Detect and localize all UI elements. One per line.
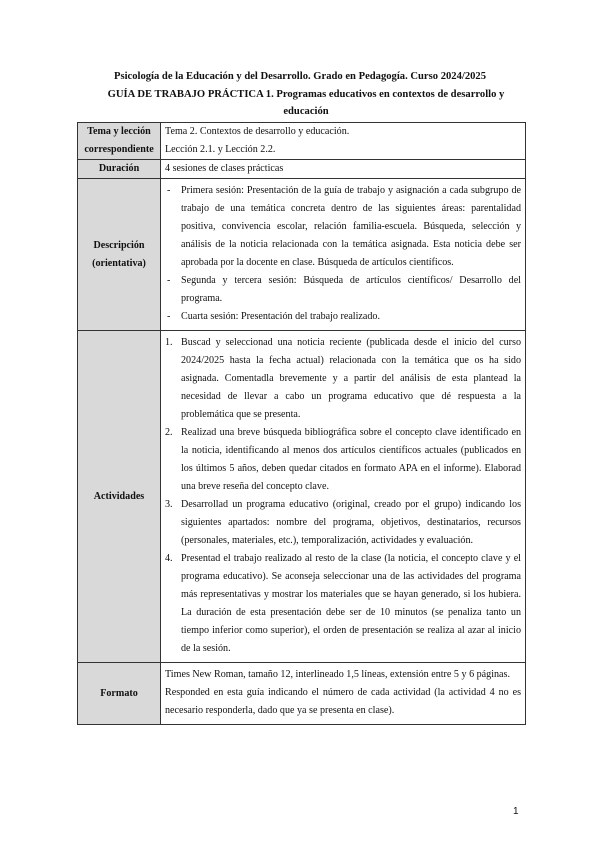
actividad-text: Desarrollad un programa educativo (original, creado por el grupo) indicando los siguientes apartados: nombre del programa, objetivos, destinatarios, recursos (personales, materiales, etc.), temporalización, actividades y evaluación. bbox=[181, 499, 521, 546]
label-tema: Tema y lección correspondiente bbox=[78, 123, 161, 160]
descripcion-item: - Segunda y tercera sesión: Búsqueda de artículos científicos/ Desarrollo del programa. bbox=[165, 272, 521, 308]
label-formato: Formato bbox=[78, 663, 161, 725]
row-actividades bbox=[78, 331, 526, 663]
row-formato bbox=[78, 663, 526, 725]
actividad-number: 2. bbox=[165, 427, 173, 438]
tema-line: Tema 2. Contextos de desarrollo y educación. bbox=[165, 126, 350, 137]
row-duracion bbox=[78, 160, 526, 179]
actividad-item bbox=[165, 424, 521, 496]
formato-line: Times New Roman, tamaño 12, interlineado 1,5 líneas, extensión entre 5 y 6 páginas. bbox=[165, 669, 510, 680]
label-actividades: Actividades bbox=[78, 331, 161, 663]
content-tema bbox=[161, 123, 526, 160]
descripcion-item: - Primera sesión: Presentación de la guía de trabajo y asignación a cada subgrupo de trabajo de una temática concreta dentro de las siguientes áreas: parentalidad positiva, convivencia escolar, relación familia-escuela. Búsqueda, selección y análisis de la noticia relacionada con la temática asignada. Esta noticia debe ser aprobada por la docente en clase. Búsqueda de artículos científicos. bbox=[165, 182, 521, 272]
row-descripcion bbox=[78, 179, 526, 331]
content-duracion: 4 sesiones de clases prácticas bbox=[161, 160, 526, 179]
document-title: Psicología de la Educación y del Desarrollo. Grado en Pedagogía. Curso 2024/2025 bbox=[113, 71, 487, 82]
actividad-item bbox=[165, 334, 521, 424]
actividad-number: 4. bbox=[165, 553, 173, 564]
actividad-item bbox=[165, 496, 521, 550]
document-subtitle: GUÍA DE TRABAJO PRÁCTICA 1. Programas educativos en contextos de desarrollo y educación bbox=[107, 89, 505, 117]
content-actividades bbox=[161, 331, 526, 663]
descripcion-item: - Cuarta sesión: Presentación del trabajo realizado. bbox=[165, 308, 521, 326]
guide-table bbox=[77, 122, 526, 725]
label-duracion: Duración bbox=[78, 160, 161, 179]
page-number: 1 bbox=[513, 806, 519, 817]
content-formato bbox=[161, 663, 526, 725]
actividad-text: Realizad una breve búsqueda bibliográfica sobre el concepto clave identificado en la noticia, identificando al menos dos artículos científicos actuales (publicados en los últimos 5 años, deben quedar citados en formato APA en el informe). Elaborad una breve reseña del concepto clave. bbox=[181, 427, 521, 492]
formato-line: Responded en esta guía indicando el número de cada actividad (la actividad 4 no es necesario responderla, dado que ya se presenta en clase). bbox=[165, 687, 521, 716]
actividad-item bbox=[165, 550, 521, 658]
label-descripcion: Descripción (orientativa) bbox=[78, 179, 161, 331]
actividad-number: 3. bbox=[165, 499, 173, 510]
leccion-line: Lección 2.1. y Lección 2.2. bbox=[165, 144, 276, 155]
actividad-text: Presentad el trabajo realizado al resto de la clase (la noticia, el concepto clave y el programa educativo). Se aconseja seleccionar una de las actividades del programa más representativas y mostrar los materiales que se hayan generado, si los hubiera. La duración de esta presentación debe ser de 10 minutos (se penaliza tanto un tiempo inferior como superior), el orden de presentación se realiza al azar al inicio de la sesión. bbox=[181, 553, 521, 654]
content-descripcion bbox=[161, 179, 526, 331]
row-tema bbox=[78, 123, 526, 160]
actividad-text: Buscad y seleccionad una noticia reciente (publicada desde el inicio del curso 2024/2025 hasta la fecha actual) relacionada con la temática que os ha sido asignada. Comentadla brevemente y a partir del análisis de esta plantead la necesidad de llevar a cabo un programa educativo que dé respuesta a la problemática que se presenta. bbox=[181, 337, 521, 420]
actividad-number: 1. bbox=[165, 337, 173, 348]
